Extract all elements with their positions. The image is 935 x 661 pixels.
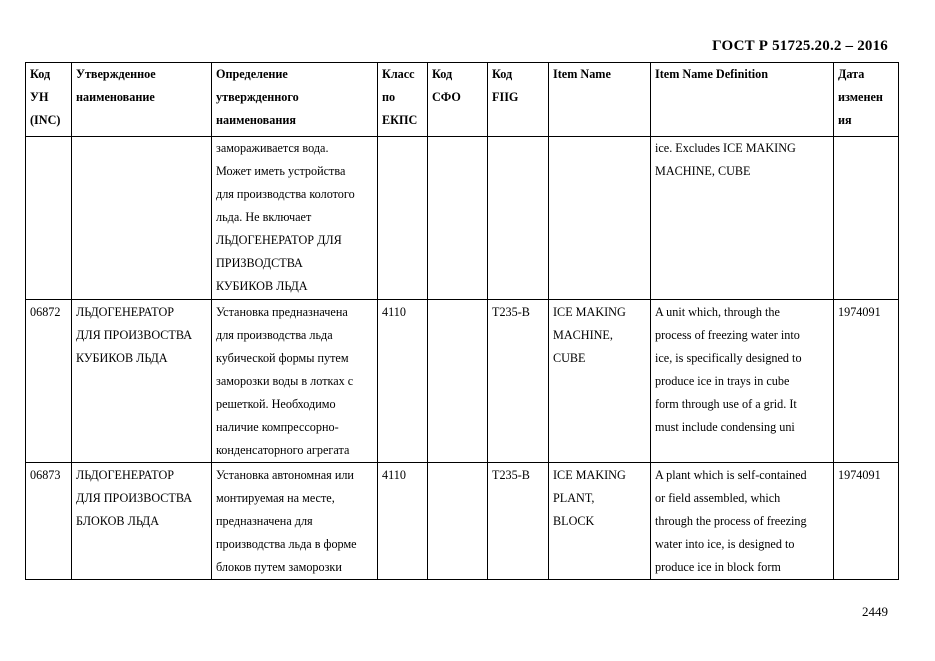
document-standard-title: ГОСТ Р 51725.20.2 – 2016 bbox=[712, 38, 888, 54]
col-header-sfo-code bbox=[428, 63, 488, 137]
cell-approved-name bbox=[72, 137, 212, 300]
table-row bbox=[26, 300, 899, 463]
cell-line: БЛОКОВ ЛЬДА bbox=[76, 514, 160, 528]
cell-line: ЛЬДОГЕНЕРАТОР bbox=[76, 468, 175, 482]
cell-line: ice. Excludes ICE MAKING bbox=[655, 141, 796, 155]
cell-line: замораживается вода. bbox=[216, 141, 329, 155]
cell-line: 4110 bbox=[382, 468, 406, 482]
cell-line: блоков путем заморозки bbox=[216, 560, 342, 574]
col-header-line: (INC) bbox=[30, 113, 61, 127]
col-header-line: Код bbox=[30, 67, 51, 81]
cell-fiig bbox=[488, 300, 549, 463]
cell-line: A plant which is self-contained bbox=[655, 468, 807, 482]
cell-code bbox=[26, 463, 72, 580]
col-header-line: Код bbox=[432, 67, 453, 81]
col-header-line: наименования bbox=[216, 113, 296, 127]
cell-date bbox=[834, 463, 899, 580]
col-header-definition bbox=[212, 63, 378, 137]
col-header-fiig-code bbox=[488, 63, 549, 137]
cell-line: BLOCK bbox=[553, 514, 595, 528]
col-header-change-date bbox=[834, 63, 899, 137]
cell-line: MACHINE, bbox=[553, 328, 613, 342]
cell-line: КУБИКОВ ЛЬДА bbox=[216, 279, 308, 293]
cell-line: through the process of freezing bbox=[655, 514, 807, 528]
cell-sfo bbox=[428, 137, 488, 300]
cell-line: Установка предназначена bbox=[216, 305, 348, 319]
col-header-line: Утвержденное bbox=[76, 67, 156, 81]
cell-line: produce ice in trays in cube bbox=[655, 374, 790, 388]
cell-class bbox=[378, 463, 428, 580]
table-row bbox=[26, 463, 899, 580]
cell-line: производства льда в форме bbox=[216, 537, 357, 551]
col-header-line: ия bbox=[838, 113, 852, 127]
cell-item-definition bbox=[651, 137, 834, 300]
cell-approved-name bbox=[72, 463, 212, 580]
cell-sfo bbox=[428, 300, 488, 463]
cell-date bbox=[834, 137, 899, 300]
col-header-line: FIIG bbox=[492, 90, 519, 104]
cell-sfo bbox=[428, 463, 488, 580]
cell-item-name bbox=[549, 137, 651, 300]
cell-line: water into ice, is designed to bbox=[655, 537, 795, 551]
cell-line: КУБИКОВ ЛЬДА bbox=[76, 351, 168, 365]
cell-line: must include condensing uni bbox=[655, 420, 795, 434]
cell-line: наличие компрессорно- bbox=[216, 420, 339, 434]
cell-line: 1974091 bbox=[838, 468, 881, 482]
col-header-line: утвержденного bbox=[216, 90, 299, 104]
cell-line: ЛЬДОГЕНЕРАТОР ДЛЯ bbox=[216, 233, 342, 247]
page-number: 2449 bbox=[862, 604, 888, 619]
cell-line: конденсаторного агрегата bbox=[216, 443, 350, 457]
cell-line: ПРИЗВОДСТВА bbox=[216, 256, 303, 270]
cell-definition bbox=[212, 463, 378, 580]
cell-definition bbox=[212, 137, 378, 300]
col-header-line: по bbox=[382, 90, 396, 104]
cell-line: Установка автономная или bbox=[216, 468, 354, 482]
cell-code bbox=[26, 137, 72, 300]
table-row bbox=[26, 137, 899, 300]
col-header-code bbox=[26, 63, 72, 137]
cell-date bbox=[834, 300, 899, 463]
cell-line: 1974091 bbox=[838, 305, 881, 319]
cell-approved-name bbox=[72, 300, 212, 463]
cell-line: 4110 bbox=[382, 305, 406, 319]
col-header-line: УН bbox=[30, 90, 49, 104]
cell-line: ДЛЯ ПРОИЗВОСТВА bbox=[76, 491, 193, 505]
col-header-line: наименование bbox=[76, 90, 155, 104]
cell-line: 06872 bbox=[30, 305, 61, 319]
cell-line: для производства льда bbox=[216, 328, 333, 342]
col-header-line: изменен bbox=[838, 90, 883, 104]
cell-line: монтируемая на месте, bbox=[216, 491, 335, 505]
cell-line: T235-B bbox=[492, 468, 530, 482]
col-header-line: Item Name Definition bbox=[655, 67, 769, 81]
cell-code bbox=[26, 300, 72, 463]
col-header-line: Класс bbox=[382, 67, 415, 81]
col-header-line: Код bbox=[492, 67, 513, 81]
cell-line: решеткой. Необходимо bbox=[216, 397, 336, 411]
col-header-item-name-definition bbox=[651, 63, 834, 137]
cell-fiig bbox=[488, 463, 549, 580]
cell-class bbox=[378, 300, 428, 463]
col-header-line: СФО bbox=[432, 90, 461, 104]
cell-line: process of freezing water into bbox=[655, 328, 800, 342]
cell-line: produce ice in block form bbox=[655, 560, 781, 574]
cell-line: заморозки воды в лотках с bbox=[216, 374, 354, 388]
cell-line: ДЛЯ ПРОИЗВОСТВА bbox=[76, 328, 193, 342]
cell-class bbox=[378, 137, 428, 300]
cell-line: T235-B bbox=[492, 305, 530, 319]
col-header-line: ЕКПС bbox=[382, 113, 418, 127]
cell-line: A unit which, through the bbox=[655, 305, 780, 319]
cell-line: льда. Не включает bbox=[216, 210, 312, 224]
cell-line: для производства колотого bbox=[216, 187, 355, 201]
cell-line: кубической формы путем bbox=[216, 351, 349, 365]
cell-item-name bbox=[549, 463, 651, 580]
cell-line: ЛЬДОГЕНЕРАТОР bbox=[76, 305, 175, 319]
cell-line: PLANT, bbox=[553, 491, 595, 505]
cell-line: предназначена для bbox=[216, 514, 313, 528]
cell-line: MACHINE, CUBE bbox=[655, 164, 751, 178]
cell-item-name bbox=[549, 300, 651, 463]
cell-item-definition bbox=[651, 463, 834, 580]
col-header-item-name bbox=[549, 63, 651, 137]
cell-line: Может иметь устройства bbox=[216, 164, 346, 178]
col-header-line: Дата bbox=[838, 67, 865, 81]
cell-item-definition bbox=[651, 300, 834, 463]
cell-line: 06873 bbox=[30, 468, 61, 482]
col-header-class bbox=[378, 63, 428, 137]
cell-line: CUBE bbox=[553, 351, 586, 365]
table-header-row bbox=[26, 63, 899, 137]
cell-fiig bbox=[488, 137, 549, 300]
col-header-line: Определение bbox=[216, 67, 288, 81]
col-header-approved-name bbox=[72, 63, 212, 137]
cell-line: ICE MAKING bbox=[553, 468, 626, 482]
cell-line: or field assembled, which bbox=[655, 491, 781, 505]
cell-definition bbox=[212, 300, 378, 463]
cell-line: form through use of a grid. It bbox=[655, 397, 797, 411]
classification-table bbox=[25, 62, 899, 580]
cell-line: ICE MAKING bbox=[553, 305, 626, 319]
cell-line: ice, is specifically designed to bbox=[655, 351, 802, 365]
col-header-line: Item Name bbox=[553, 67, 611, 81]
